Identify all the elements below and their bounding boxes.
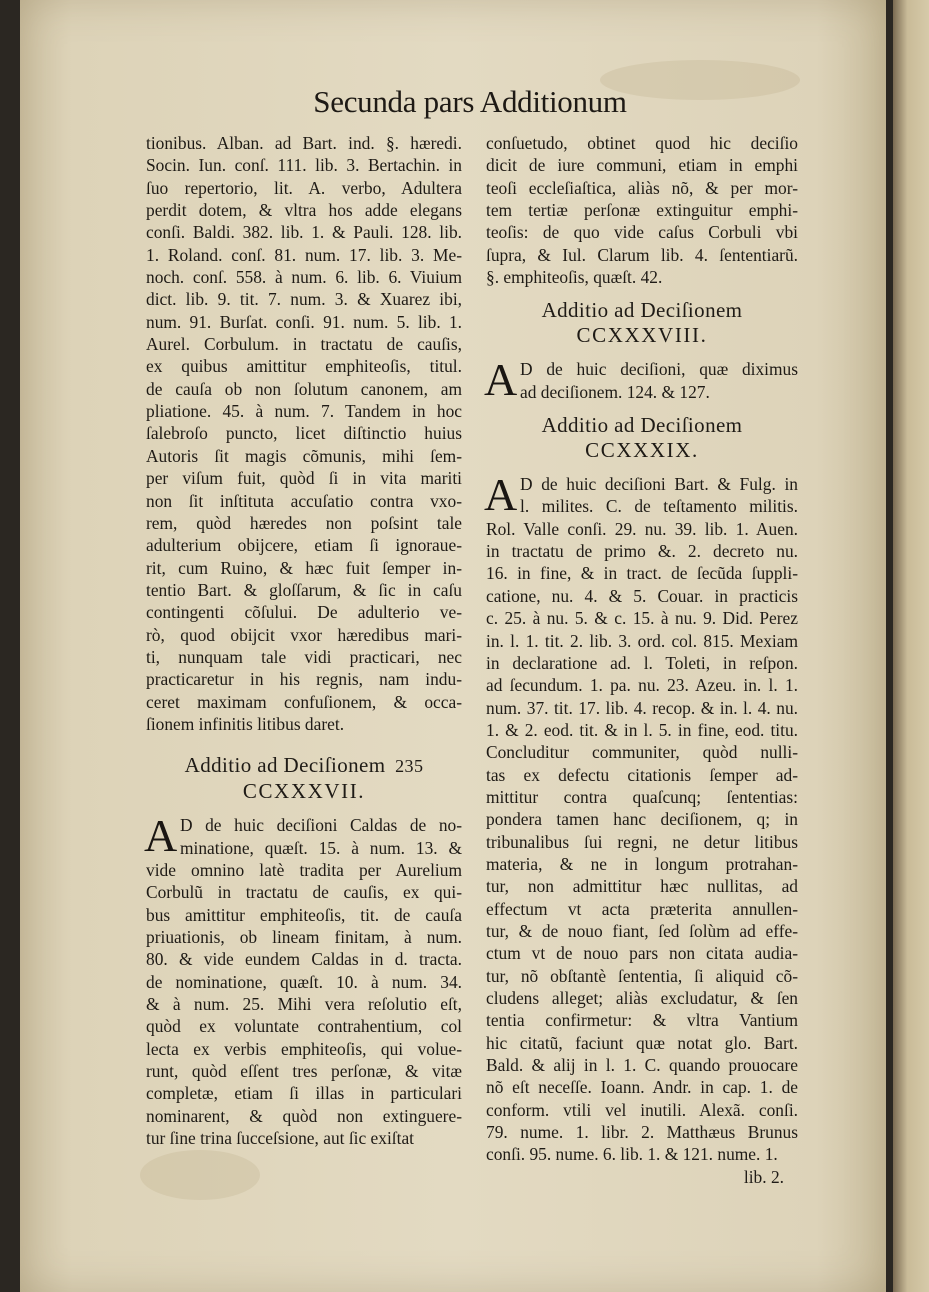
text-line: Concluditur communiter, quòd nulli-: [486, 742, 798, 763]
text-line: §. emphiteoſis, quæſt. 42.: [486, 267, 663, 288]
text-line: tionibus. Alban. ad Bart. ind. §. hæredi.: [146, 133, 462, 153]
decorated-initial: A: [484, 354, 518, 406]
right-column: [486, 132, 798, 1188]
addition-heading: [146, 753, 462, 779]
running-head: Secunda pars Additionum: [313, 84, 627, 119]
text-line: hic citatũ, faciunt quæ notat glo. Bart.: [486, 1032, 798, 1053]
addition-237: [146, 753, 462, 1149]
text-line: conſuetudo, obtinet quod hic deciſio: [486, 133, 798, 153]
text-line: ad ſecundum. 1. pa. nu. 23. Azeu. in. l. 1.: [486, 675, 798, 696]
facing-page-edge: [893, 0, 929, 1292]
text-line: vide omnino latè tradita per Aurelium: [146, 859, 462, 880]
text-line: 1. Roland. conſ. 81. num. 17. lib. 3. Me-: [146, 244, 462, 265]
text-line: & à num. 25. Mihi vera reſolutio eſt,: [146, 994, 462, 1015]
text-line: ſuo repertorio, lit. A. verbo, Adultera: [146, 177, 462, 198]
text-line: in. l. 1. tit. 2. lib. 3. ord. col. 815. Mexiam: [486, 630, 798, 651]
addition-heading-title: Additio ad Deciſionem: [184, 753, 386, 778]
text-line: c. 25. à nu. 5. & c. 15. à nu. 9. Did. Perez: [486, 608, 798, 629]
text-line: tas ex defectu citationis ſemper ad-: [486, 764, 798, 785]
addition-text: [484, 469, 798, 1166]
addition-238: [484, 298, 798, 406]
text-line: runt, quòd eſſent tres perſonæ, & vitæ: [146, 1061, 462, 1082]
addition-heading-title: Additio ad Deciſionem: [541, 298, 743, 323]
text-line: practicaretur in his regnis, nam indu-: [146, 669, 462, 690]
text-line: Bald. & alij in l. 1. C. quando prouocare: [486, 1055, 798, 1076]
text-line: in tractatu de primo &. 2. decreto nu.: [486, 541, 798, 562]
text-line: D de huic deciſioni, quæ diximus: [520, 359, 798, 380]
text-line: num. 91. Burſat. conſi. 91. num. 5. lib. 1.: [146, 311, 462, 332]
text-line: de nominatione, quæſt. 10. à num. 34.: [146, 971, 462, 992]
text-line: contingenti cõſului. De adulterio ve-: [146, 602, 462, 623]
text-line: cludens alleget; aliàs excludatur, & ſen: [486, 988, 798, 1008]
text-line: ceret maximam confuſionem, & occa-: [146, 691, 462, 712]
text-line: rem, quòd hæredes non poſsint tale: [146, 512, 462, 533]
addition-text: [144, 810, 462, 1149]
text-line: non ſit inſtituta accuſatio contra vxo-: [146, 490, 462, 511]
text-line: pliatione. 45. à num. 7. Tandem in hoc: [146, 401, 462, 422]
addition-heading-number: CCXXXVIII.: [576, 323, 708, 348]
text-line: conform. vtili vel inutili. Alexã. conſi.: [486, 1099, 798, 1120]
text-line: Rol. Valle conſi. 29. nu. 39. lib. 1. Auen.: [486, 518, 798, 539]
text-line: teoſis: de quo vide caſus Corbuli vbi: [486, 222, 798, 243]
text-line: D de huic deciſioni Bart. & Fulg. in: [520, 474, 798, 495]
text-line: dicit de iure communi, etiam in emphi: [486, 155, 798, 176]
text-line: Socin. Iun. conſ. 111. lib. 3. Bertachin. in: [146, 155, 462, 176]
text-line: Autoris ſit magis cõmunis, mihi ſem-: [146, 445, 462, 466]
addition-text: [484, 354, 798, 406]
text-line: minatione, quæſt. 15. à num. 13. &: [180, 837, 462, 858]
text-line: 16. in fine, & in tract. de ſecũda ſuppli-: [486, 563, 798, 584]
addition-heading-number: CCXXXIX.: [585, 438, 699, 463]
left-continuation-text: [146, 132, 462, 735]
text-line: mittitur contra quaſcunq; ſententias:: [486, 786, 798, 807]
text-line: ad deciſionem. 124. & 127.: [520, 381, 710, 402]
text-line: tur ſine trina ſucceſsione, aut ſic exiſtat: [146, 1128, 415, 1149]
text-line: pondera tamen hanc deciſionem, q; in: [486, 809, 798, 830]
text-line: bus amittitur emphiteoſis, tit. de cauſa: [146, 904, 462, 925]
text-line: perdit dotem, & vltra hos adde elegans: [146, 200, 462, 221]
text-line: rit, cum Ruino, & hæc fuit ſemper in-: [146, 557, 462, 578]
text-line: 80. & vide eundem Caldas in d. tracta.: [146, 949, 462, 970]
text-line: teoſi eccleſiaſtica, aliàs nõ, & per mor-: [486, 177, 798, 198]
text-line: tur, & de nouo fiant, ſed ſolùm ad effe-: [486, 920, 798, 941]
text-line: tur, nõ obſtantè ſententia, ſi aliquid cõ-: [486, 965, 798, 986]
text-line: adulterium obijcere, etiam ſi ignoraue-: [146, 535, 462, 556]
text-line: quòd ex voluntate contrahentium, col: [146, 1016, 462, 1037]
text-line: nominarent, & quòd non extinguere-: [146, 1105, 462, 1126]
text-line: rò, quod obijcit vxor hæredibus mari-: [146, 624, 462, 645]
text-line: 1. & 2. eod. tit. & in l. 5. in fine, eod. titu.: [486, 719, 798, 740]
text-line: completæ, etiam ſi illas in particulari: [146, 1083, 462, 1104]
text-line: tentia confirmetur: & vltra Vantium: [486, 1010, 798, 1031]
text-line: 79. nume. 1. libr. 2. Matthæus Brunus: [486, 1122, 798, 1143]
text-line: conſi. Baldi. 382. lib. 1. & Pauli. 128. lib.: [146, 222, 462, 243]
text-line: tem tertiæ perſonæ extinguitur emphi-: [486, 200, 798, 221]
addition-paragraph: [144, 810, 462, 1149]
text-line: effectum vt acta præterita annullen-: [486, 898, 798, 919]
text-line: priuationis, ob lineam finitam, à num.: [146, 927, 462, 947]
text-line: nõ eſt neceſſe. Ioann. Andr. in cap. 1. de: [486, 1077, 798, 1098]
text-line: tentio Bart. & gloſſarum, & ſic in caſu: [146, 579, 462, 600]
text-line: ſionem infinitis litibus daret.: [146, 713, 345, 734]
margin-folio-note: 235: [395, 756, 424, 777]
text-line: ſalebroſo puncto, licet diſtinctio huius: [146, 423, 462, 444]
left-column: [146, 132, 462, 1149]
text-line: dict. lib. 9. tit. 7. num. 3. & Xuarez ibi,: [146, 289, 462, 310]
text-line: Corbulũ in tractatu de cauſis, ex qui-: [146, 882, 462, 903]
addition-heading-title: Additio ad Deciſionem: [541, 413, 743, 438]
text-line: Aurel. Corbulum. in tractatu de cauſis,: [146, 334, 462, 355]
text-line: catione, nu. 4. & 5. Couar. in practicis: [486, 585, 798, 606]
addition-paragraph: [484, 469, 798, 1166]
catchword: lib. 2.: [743, 1166, 784, 1187]
text-line: per viſum fuit, quòd ſi in vita mariti: [146, 468, 462, 489]
text-line: conſi. 95. nume. 6. lib. 1. & 121. nume. 1.: [486, 1144, 778, 1165]
right-continuation-text: [486, 132, 798, 288]
text-line: lecta ex verbis emphiteoſis, qui volue-: [146, 1038, 462, 1059]
text-line: de cauſa ob non ſolutum canonem, am: [146, 378, 462, 399]
text-line: l. milites. C. de teſtamento militis.: [520, 496, 798, 517]
text-line: ctum vt de nouo pars non citata audia-: [486, 943, 798, 964]
text-line: D de huic deciſioni Caldas de no-: [180, 815, 462, 836]
text-line: tur, non admittitur hæc nullitas, ad: [486, 876, 798, 897]
addition-heading-number: CCXXXVII.: [242, 779, 366, 804]
text-line: materia, & ne in longum protrahan-: [486, 853, 798, 874]
decorated-initial: A: [144, 810, 178, 862]
addition-239: [486, 413, 798, 1166]
text-line: ſupra, & Iul. Clarum lib. 4. ſententiarũ.: [486, 244, 798, 265]
text-line: num. 37. tit. 17. lib. 4. recop. & in. l. 4. nu.: [486, 697, 798, 718]
addition-paragraph: [484, 354, 798, 406]
text-line: tribunalibus ſui regni, ne detur litibus: [486, 831, 798, 852]
text-line: ex quibus amittitur emphiteoſis, titul.: [146, 356, 462, 377]
decorated-initial: A: [484, 469, 518, 521]
text-line: noch. conſ. 558. à num. 6. lib. 6. Viuium: [146, 267, 462, 288]
text-line: ti, nunquam tale vidi practicari, nec: [146, 646, 462, 667]
text-line: in declaratione ad. l. Toleti, in reſpon.: [486, 652, 798, 673]
